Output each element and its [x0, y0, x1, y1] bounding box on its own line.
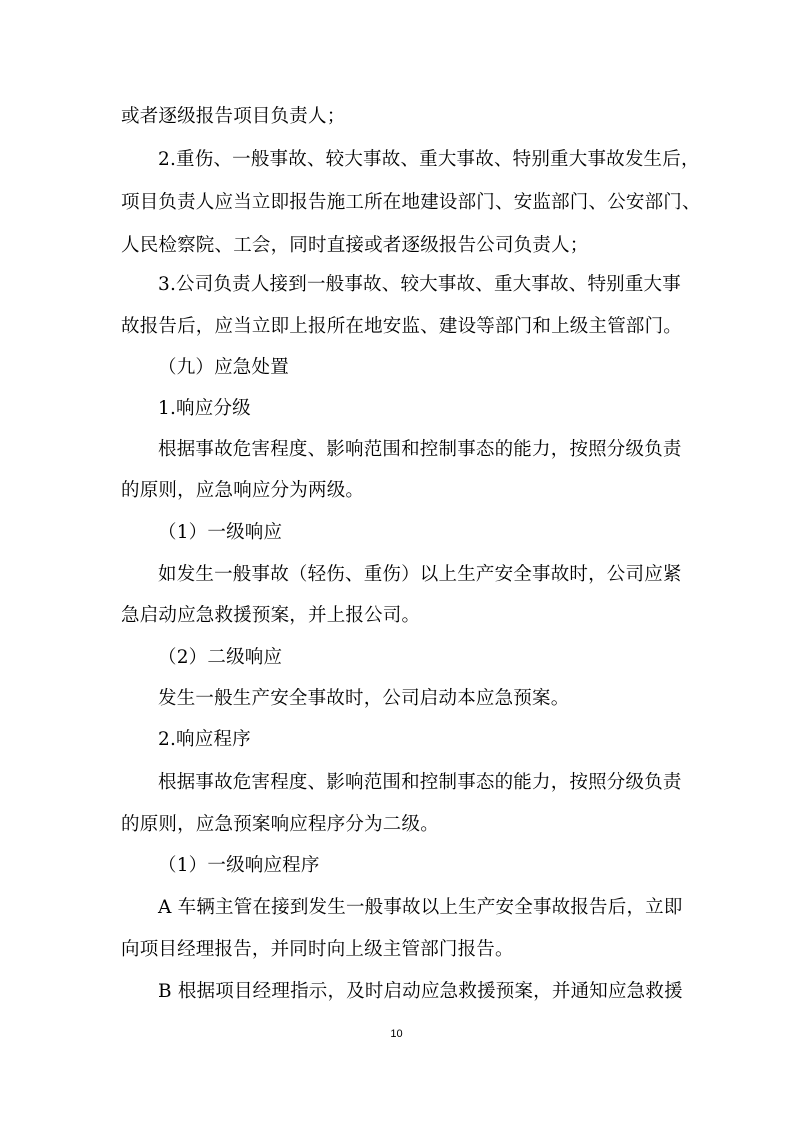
text-line: 根据事故危害程度、影响范围和控制事态的能力，按照分级负责: [158, 772, 682, 793]
subsection-heading: （2）二级响应: [158, 647, 283, 668]
text-line: 发生一般生产安全事故时，公司启动本应急预案。: [158, 688, 570, 709]
text-line: 或者逐级报告项目负责人；: [121, 106, 346, 127]
text-line: A 车辆主管在接到发生一般事故以上生产安全事故报告后，立即: [158, 897, 683, 918]
text-line: 人民检察院、工会，同时直接或者逐级报告公司负责人；: [121, 235, 589, 256]
text-line: 的原则，应急响应分为两级。: [121, 480, 365, 501]
text-line: 3.公司负责人接到一般事故、较大事故、重大事故、特别重大事: [158, 274, 681, 295]
text-line: 向项目经理报告，并同时向上级主管部门报告。: [121, 939, 514, 960]
subsection-heading: （1）一级响应: [158, 522, 283, 543]
section-heading: （九）应急处置: [158, 357, 289, 378]
text-line: 2.重伤、一般事故、较大事故、重大事故、特别重大事故发生后，: [158, 149, 700, 170]
text-line: 的原则，应急预案响应程序分为二级。: [121, 814, 439, 835]
text-line: B 根据项目经理指示，及时启动应急救援预案，并通知应急救援: [158, 981, 683, 1002]
text-line: 根据事故危害程度、影响范围和控制事态的能力，按照分级负责: [158, 439, 682, 460]
text-line: 项目负责人应当立即报告施工所在地建设部门、安监部门、公安部门、: [121, 192, 701, 213]
text-line: 故报告后，应当立即上报所在地安监、建设等部门和上级主管部门。: [121, 316, 683, 337]
text-line: 如发生一般事故（轻伤、重伤）以上生产安全事故时，公司应紧: [158, 564, 682, 585]
subsection-heading: （1）一级响应程序: [158, 855, 320, 876]
text-line: 急启动应急救援预案，并上报公司。: [121, 605, 421, 626]
page-number: 10: [390, 1028, 403, 1040]
subsection-heading: 2.响应程序: [158, 729, 251, 750]
subsection-heading: 1.响应分级: [158, 398, 251, 419]
